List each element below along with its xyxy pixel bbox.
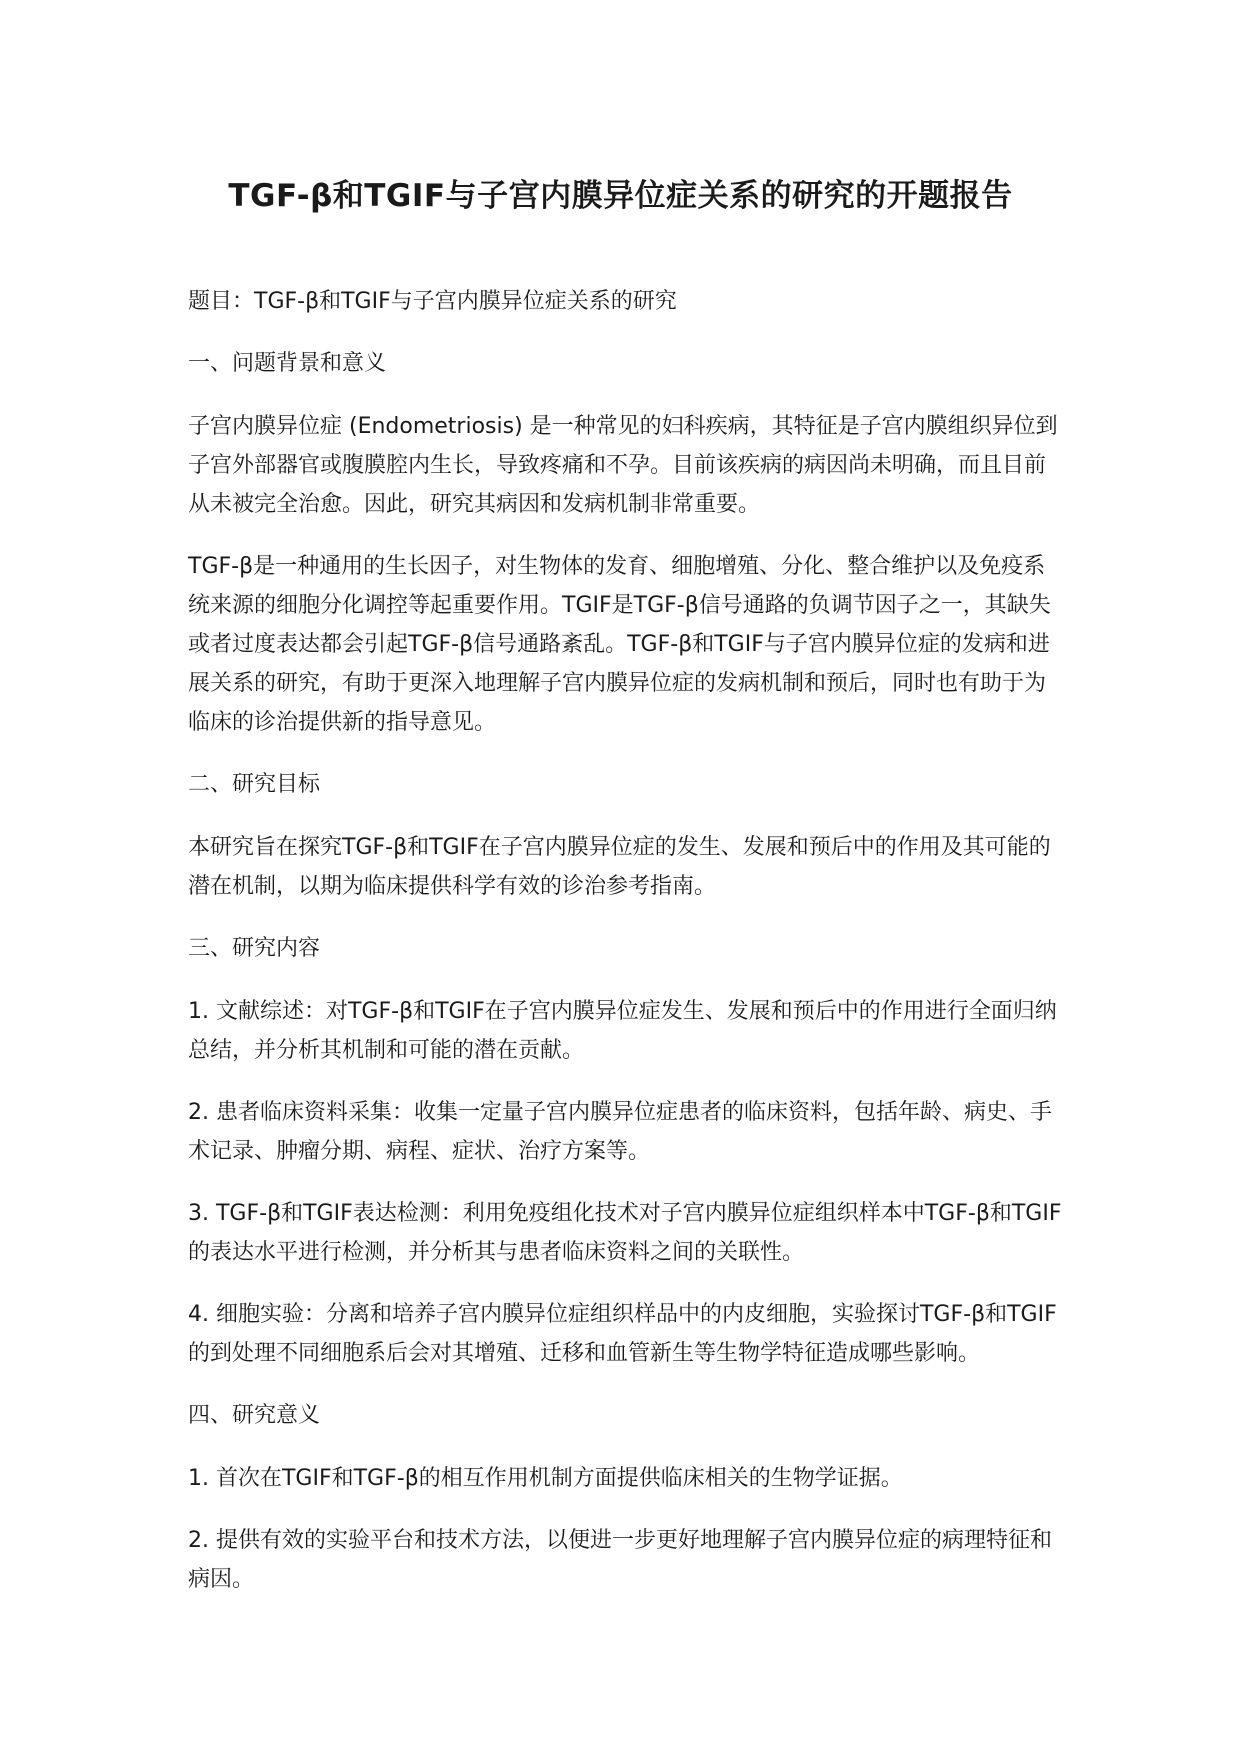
content-item-2: 2. 患者临床资料采集：收集一定量子宫内膜异位症患者的临床资料，包括年龄、病史、手术记录、肿瘤分期、病程、症状、治疗方案等。 (188, 1100, 1052, 1164)
topic-line: 题目：TGF-β和TGIF与子宫内膜异位症关系的研究 (188, 289, 677, 314)
content-item-1: 1. 文献综述：对TGF-β和TGIF在子宫内膜异位症发生、发展和预后中的作用进行全面归纳总结，并分析其机制和可能的潜在贡献。 (188, 999, 1057, 1063)
significance-item-1: 1. 首次在TGIF和TGF-β的相互作用机制方面提供临床相关的生物学证据。 (188, 1466, 903, 1491)
paragraph-background-2: TGF-β是一种通用的生长因子，对生物体的发育、细胞增殖、分化、整合维护以及免疫系统来源的细胞分化调控等起重要作用。TGIF是TGF-β信号通路的负调节因子之一，其缺失或者过度表达都会引起TGF-β信号通路紊乱。TGF-β和TGIF与子宫内膜异位症的发病和进展关系的研究，有助于更深入地理解子宫内膜异位症的发病机制和预后，同时也有助于为临床的诊治提供新的指导意见。 (188, 554, 1051, 735)
content-item-3: 3. TGF-β和TGIF表达检测：利用免疫组化技术对子宫内膜异位症组织样本中TGF-β和TGIF的表达水平进行检测，并分析其与患者临床资料之间的关联性。 (188, 1201, 1062, 1265)
section-heading-significance: 四、研究意义 (188, 1403, 321, 1428)
significance-item-2: 2. 提供有效的实验平台和技术方法，以便进一步更好地理解子宫内膜异位症的病理特征和病因。 (188, 1528, 1052, 1592)
section-heading-content: 三、研究内容 (188, 936, 321, 961)
paragraph-goals: 本研究旨在探究TGF-β和TGIF在子宫内膜异位症的发生、发展和预后中的作用及其可能的潜在机制，以期为临床提供科学有效的诊治参考指南。 (188, 835, 1051, 899)
paragraph-background-1: 子宫内膜异位症 (Endometriosis) 是一种常见的妇科疾病，其特征是子宫内膜组织异位到子宫外部器官或腹膜腔内生长，导致疼痛和不孕。目前该疾病的病因尚未明确，而且目前从未被完全治愈。因此，研究其病因和发病机制非常重要。 (188, 414, 1058, 517)
content-item-4: 4. 细胞实验：分离和培养子宫内膜异位症组织样品中的内皮细胞，实验探讨TGF-β和TGIF的到处理不同细胞系后会对其增殖、迁移和血管新生等生物学特征造成哪些影响。 (188, 1302, 1057, 1366)
document-title: TGF-β和TGIF与子宫内膜异位症关系的研究的开题报告 (228, 178, 1013, 214)
document-body (188, 282, 1066, 1622)
section-heading-background: 一、问题背景和意义 (188, 351, 387, 376)
section-heading-goals: 二、研究目标 (188, 772, 321, 797)
